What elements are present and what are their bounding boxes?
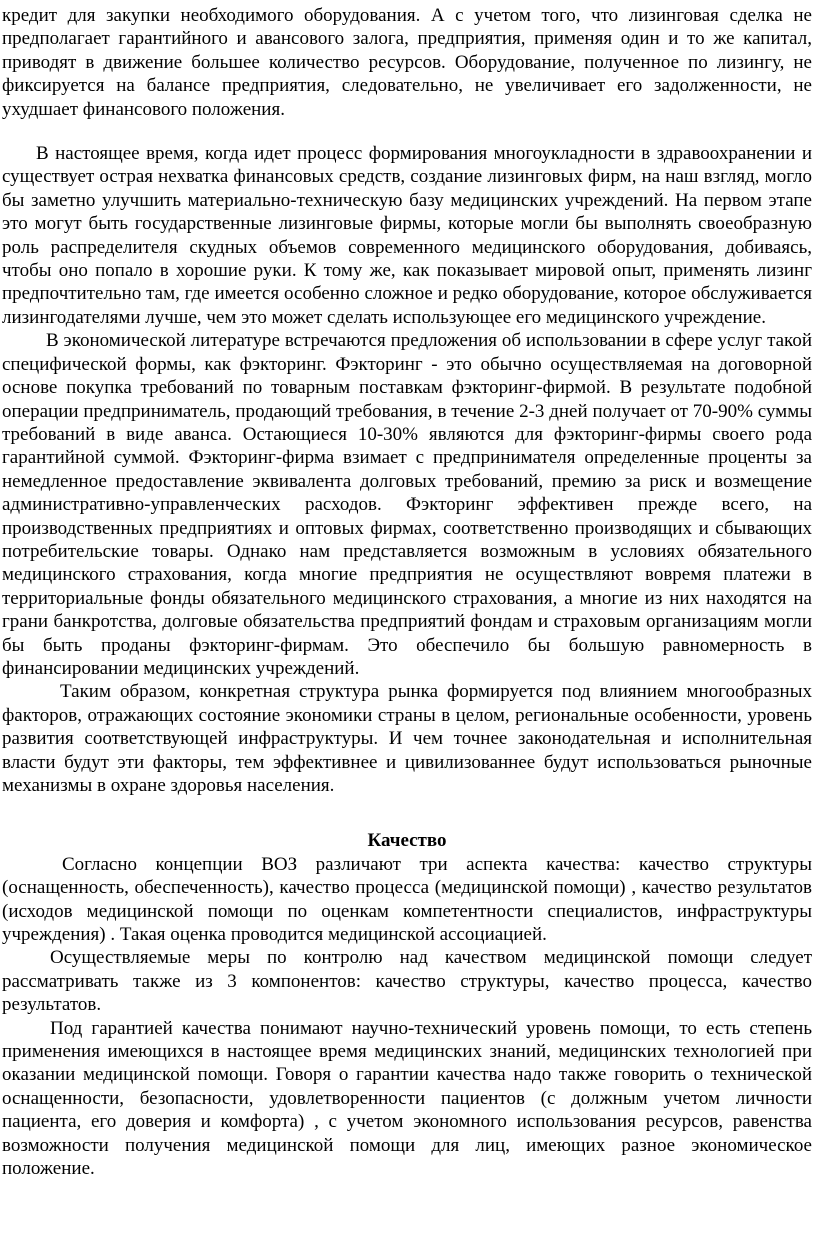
paragraph-leasing-firms: В настоящее время, когда идет процесс формирования многоукладности в здравоохранении и существует острая нехватка финансовых средств, создание лизинговых фирм, на наш взгляд, могло бы заметно улучшить материально-техническую базу медицинских учреждений. На первом этапе это могут быть государственные лизинговые фирмы, которые могли бы выполнять своеобразную роль распределителя скудных объемов современного медицинского оборудования, добиваясь, чтобы оно попало в хорошие руки. К тому же, как показывает мировой опыт, применять лизинг предпочтительно там, где имеется особенно сложное и редко оборудование, которое обслуживается лизингодателями лучше, чем это может сделать использующее его медицинского учреждение. xyxy=(2,143,812,328)
paragraph-who-quality-aspects: Согласно концепции ВОЗ различают три аспекта качества: качество структуры (оснащенность, обеспеченность), качество процесса (медицинской помощи) , качество результатов (исходов медицинской помощи по оценкам компетентности специалистов, инфраструктуры учреждения) . Такая оценка проводится медицинской ассоциацией. xyxy=(2,853,812,946)
section-heading-quality: Качество xyxy=(367,830,447,852)
paragraph-quality-guarantee: Под гарантией качества понимают научно-технический уровень помощи, то есть степень применения имеющихся в настоящее время медицинских знаний, медицинских технологией при оказании медицинской помощи. Говоря о гарантии качества надо также говорить о технической оснащенности, безопасности, удовлетворенности пациентов (с должным учетом личности пациента, его доверия и комфорта) , с учетом экономного использования ресурсов, равенства возможности получения медицинской помощи для лиц, имеющих разное экономическое положение. xyxy=(2,1017,812,1180)
paragraph-factoring: В экономической литературе встречаются предложения об использовании в сфере услуг такой специфической формы, как фэкторинг. Фэкторинг - это обычно осуществляемая на договорной основе покупка требований по товарным поставкам фэкторинг-фирмой. В результате подобной операции предприниматель, продающий требования, в течение 2-3 дней получает от 70-90% суммы требований в виде аванса. Остающиеся 10-30% являются для фэкторинг-фирмы своего рода гарантийной суммой. Фэкторинг-фирма взимает с предпринимателя определенные проценты за немедленное предоставление эквивалента долговых требований, премию за риск и возмещение административно-управленческих расходов. Фэкторинг эффективен прежде всего, на производственных предприятиях и оптовых фирмах, соответственно производящих и сбывающих потребительские товары. Однако нам представляется возможным в условиях обязательного медицинского страхования, когда многие предприятия не осуществляют вовремя платежи в территориальные фонды обязательного медицинского страхования, а многие из них находятся на грани банкротства, долговые обязательства предприятий фондам и страховым организациям могли бы быть проданы фэкторинг-фирмам. Это обеспечило бы большую равномерность в финансировании медицинских учреждений. xyxy=(2,330,812,679)
paragraph-leasing-benefits: кредит для закупки необходимого оборудования. А с учетом того, что лизинговая сделка не предполагает гарантийного и авансового залога, предприятия, применяя один и то же капитал, приводят в движение большее количество ресурсов. Оборудование, полученное по лизингу, не фиксируется на балансе предприятия, следовательно, не увеличивает его задолженности, не ухудшает финансового положения. xyxy=(2,5,812,120)
paragraph-quality-control: Осуществляемые меры по контролю над качеством медицинской помощи следует рассматривать также из 3 компонентов: качество структуры, качество процесса, качество результатов. xyxy=(2,947,812,1016)
paragraph-market-structure: Таким образом, конкретная структура рынка формируется под влиянием многообразных факторов, отражающих состояние экономики страны в целом, региональные особенности, уровень развития соответствующей инфраструктуры. И чем точнее законодательная и исполнительная власти будут эти факторы, тем эффективнее и цивилизованнее будут использоваться рыночные механизмы в охране здоровья населения. xyxy=(2,681,812,796)
